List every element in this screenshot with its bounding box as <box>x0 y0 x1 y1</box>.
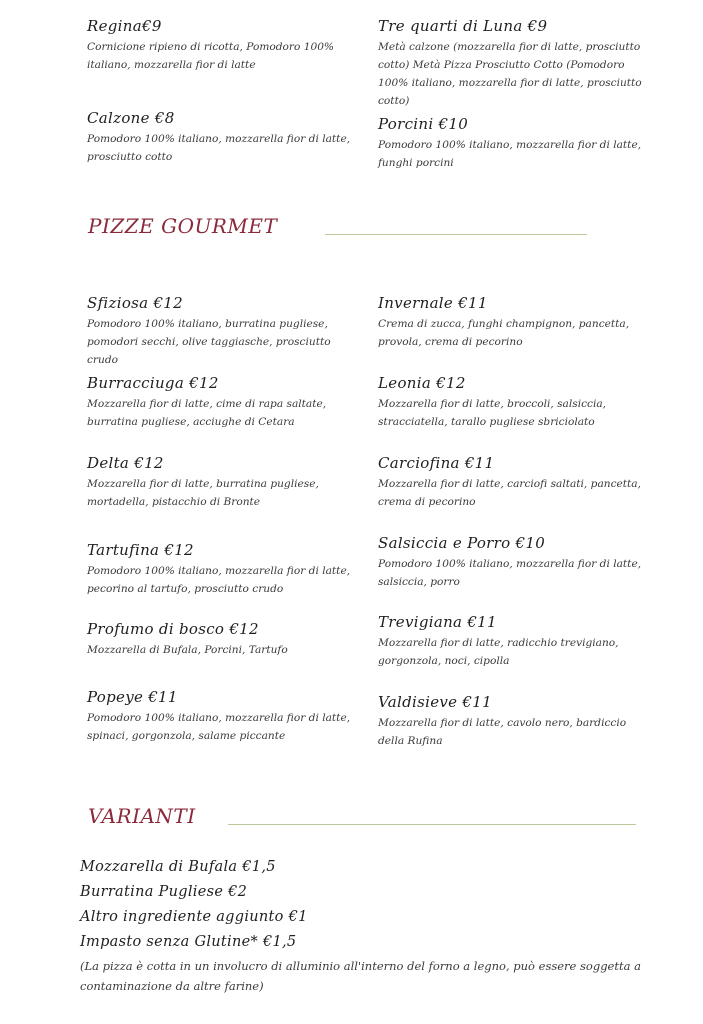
menu-item-carciofina <box>378 453 653 511</box>
item-name: Calzone €8 <box>87 109 175 127</box>
item-description: Mozzarella fior di latte, radicchio trevigiano, gorgonzola, noci, cipolla <box>378 637 619 667</box>
item-description: Mozzarella fior di latte, cavolo nero, bardiccio della Rufina <box>378 717 627 747</box>
item-name: Porcini €10 <box>378 115 469 133</box>
item-name: Tre quarti di Luna €9 <box>378 17 548 35</box>
variant-item: Altro ingrediente aggiunto €1 <box>80 909 308 925</box>
item-name: Sfiziosa €12 <box>87 294 183 312</box>
menu-item-regina <box>87 16 362 74</box>
section-title-gourmet: PIZZE GOURMET <box>88 214 278 238</box>
item-name: Invernale €11 <box>378 294 488 312</box>
item-description: Crema di zucca, funghi champignon, pancetta, provola, crema di pecorino <box>378 318 630 348</box>
menu-item-invernale <box>378 293 653 351</box>
menu-item-calzone <box>87 108 362 166</box>
item-description: Pomodoro 100% italiano, mozzarella fior di latte, spinaci, gorgonzola, salame piccante <box>87 712 351 742</box>
section-title-varianti: VARIANTI <box>88 804 196 828</box>
item-name: Regina€9 <box>87 17 162 35</box>
item-name: Burracciuga €12 <box>87 374 219 392</box>
item-name: Carciofina €11 <box>378 454 495 472</box>
variant-item: Impasto senza Glutine* €1,5 <box>80 934 297 950</box>
menu-item-leonia <box>378 373 653 431</box>
item-description: Pomodoro 100% italiano, mozzarella fior di latte, salsiccia, porro <box>378 558 642 588</box>
item-name: Profumo di bosco €12 <box>87 620 259 638</box>
menu-item-trevigiana <box>378 612 653 670</box>
menu-item-burracciuga <box>87 373 362 431</box>
menu-item-delta <box>87 453 362 511</box>
section-divider <box>228 824 636 825</box>
item-description: Cornicione ripieno di ricotta, Pomodoro 100% italiano, mozzarella fior di latte <box>87 41 334 71</box>
item-name: Leonia €12 <box>378 374 466 392</box>
menu-item-popeye <box>87 687 362 745</box>
item-description: Pomodoro 100% italiano, mozzarella fior di latte, prosciutto cotto <box>87 133 351 163</box>
variant-item: Burratina Pugliese €2 <box>80 884 248 900</box>
item-description: Mozzarella fior di latte, burratina pugliese, mortadella, pistacchio di Bronte <box>87 478 319 508</box>
menu-item-salsiccia-e-porro <box>378 533 653 591</box>
item-description: Metà calzone (mozzarella fior di latte, prosciutto cotto) Metà Pizza Prosciutto Cotto (Pomodoro 100% italiano, mozzarella fior di latte, prosciutto cotto) <box>378 41 642 107</box>
menu-item-tartufina <box>87 540 362 598</box>
item-description: Mozzarella fior di latte, broccoli, salsiccia, stracciatella, tarallo pugliese sbriciolato <box>378 398 607 428</box>
item-name: Tartufina €12 <box>87 541 194 559</box>
item-name: Trevigiana €11 <box>378 613 497 631</box>
item-name: Salsiccia e Porro €10 <box>378 534 546 552</box>
item-name: Delta €12 <box>87 454 164 472</box>
variant-item: Mozzarella di Bufala €1,5 <box>80 859 276 875</box>
menu-item-sfiziosa <box>87 293 362 369</box>
item-description: Pomodoro 100% italiano, mozzarella fior di latte, funghi porcini <box>378 139 642 169</box>
menu-item-valdisieve <box>378 692 653 750</box>
gluten-note: (La pizza è cotta in un involucro di alluminio all'interno del forno a legno, può essere soggetta a contaminazione da altre farine) <box>80 959 641 993</box>
item-description: Mozzarella di Bufala, Porcini, Tartufo <box>87 644 288 656</box>
menu-item-profumo-di-bosco <box>87 619 362 659</box>
menu-item-tre-quarti-di-luna <box>378 16 653 110</box>
item-description: Pomodoro 100% italiano, mozzarella fior di latte, pecorino al tartufo, prosciutto crudo <box>87 565 351 595</box>
menu-item-porcini <box>378 114 653 172</box>
item-description: Mozzarella fior di latte, carciofi saltati, pancetta, crema di pecorino <box>378 478 641 508</box>
item-name: Valdisieve €11 <box>378 693 492 711</box>
section-divider <box>325 234 587 235</box>
item-description: Mozzarella fior di latte, cime di rapa saltate, burratina pugliese, acciughe di Cetara <box>87 398 327 428</box>
item-description: Pomodoro 100% italiano, burratina pugliese, pomodori secchi, olive taggiasche, prosciutto crudo <box>87 318 331 366</box>
item-name: Popeye €11 <box>87 688 178 706</box>
